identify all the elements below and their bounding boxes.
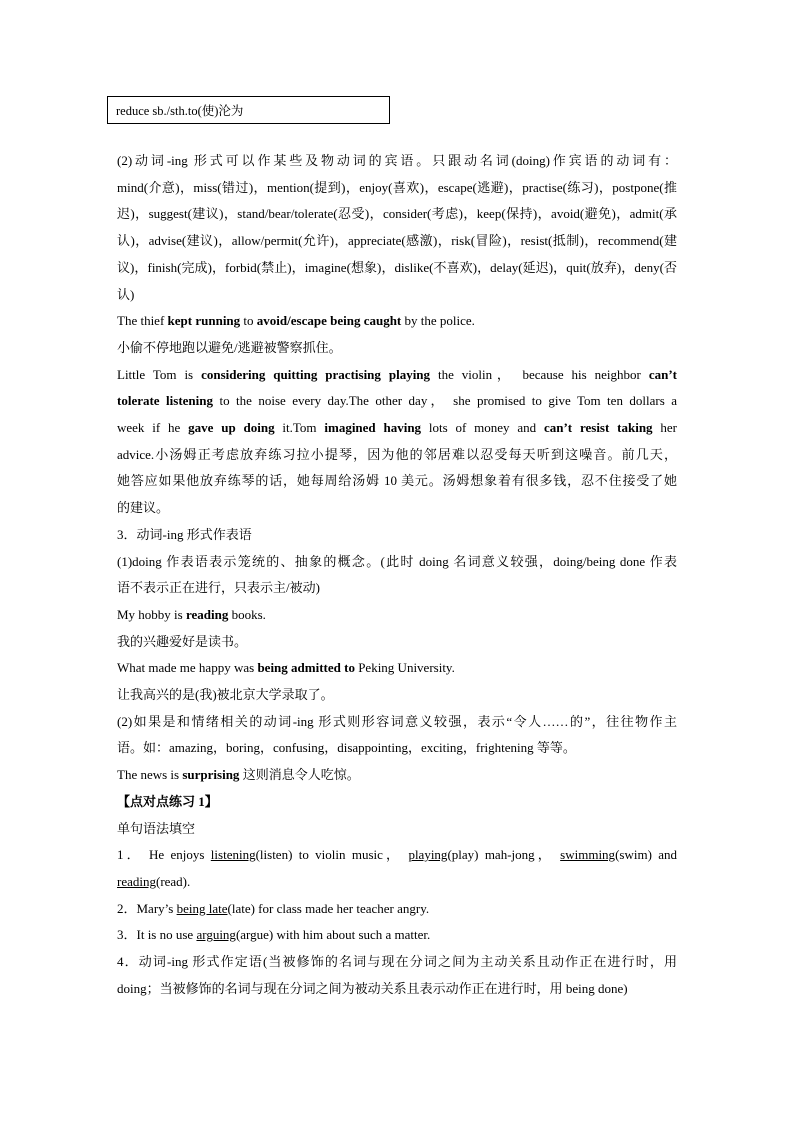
text-segment: her: [652, 420, 677, 436]
text-segment: 我的兴趣爱好是读书。: [117, 633, 248, 649]
text-segment: (swim) and: [615, 847, 677, 863]
text-line: [117, 362, 677, 389]
bold-text: reading: [185, 606, 229, 622]
bold-text: considering quitting practising playing: [201, 366, 431, 382]
boxed-note: [107, 96, 390, 124]
text-segment: The thief: [117, 313, 168, 329]
text-line: [117, 949, 677, 976]
bold-text: imagined having: [324, 420, 422, 436]
bold-text: surprising: [182, 767, 240, 783]
bold-text: tolerate listening: [117, 393, 213, 409]
bold-text: being admitted to: [257, 660, 355, 676]
text-segment: by the police.: [401, 313, 475, 329]
text-segment: doing；当被修饰的名词与现在分词之间为被动关系且表示动作正在进行时，用 being done): [117, 980, 628, 996]
text-line: [117, 682, 677, 709]
text-segment: 语不表示正在进行，只表示主/被动): [117, 580, 320, 596]
text-line: [117, 762, 677, 789]
answer-text: arguing: [196, 927, 236, 943]
text-line: [117, 602, 677, 629]
text-segment: 认)，advise(建议)，allow/permit(允许)，appreciate(感激)，risk(冒险)，resist(抵制)，recommend(建: [117, 233, 677, 249]
text-line: [117, 308, 677, 335]
text-line: [117, 228, 677, 255]
text-line: [117, 522, 677, 549]
text-segment: (1)doing 作表语表示笼统的、抽象的概念。(此时 doing 名词意义较强，doing/being done 作表: [117, 553, 677, 569]
text-segment: Peking University.: [354, 660, 455, 676]
bold-text: kept running: [167, 313, 241, 329]
text-segment: (2)动词-ing 形式可以作某些及物动词的宾语。只跟动名词(doing)作宾语的动词有：: [117, 153, 677, 168]
text-line: [117, 282, 677, 309]
text-line: [117, 148, 677, 175]
text-segment: 小偷不停地跑以避免/逃避被警察抓住。: [117, 339, 342, 355]
text-segment: mind(介意)，miss(错过)，mention(提到)，enjoy(喜欢)，escape(逃避)，practise(练习)，postpone(推: [117, 179, 677, 195]
answer-text: swimming: [560, 847, 616, 863]
text-line: [117, 415, 677, 442]
answer-text: listening: [210, 847, 256, 863]
text-segment: 议)，finish(完成)，forbid(禁止)，imagine(想象)，dislike(不喜欢)，delay(延迟)，quit(放弃)，deny(否: [117, 259, 677, 275]
text-line: [117, 655, 677, 682]
text-segment: books.: [228, 606, 266, 622]
text-line: [117, 388, 677, 415]
text-segment: advice.小汤姆正考虑放弃练习拉小提琴，因为他的邻居难以忍受每天听到这噪音。前几天，: [117, 446, 677, 462]
bold-text: 【点对点练习 1】: [117, 793, 218, 809]
text-line: [117, 575, 677, 602]
text-segment: 让我高兴的是(我)被北京大学录取了。: [117, 687, 334, 703]
answer-text: playing: [408, 847, 448, 863]
text-line: [117, 816, 677, 843]
text-line: [117, 976, 677, 1003]
text-segment: (play) mah-jong，: [447, 847, 561, 863]
text-segment: My hobby is: [117, 606, 186, 622]
boxed-note-text: reduce sb./sth.to(使)沦为: [116, 104, 244, 118]
text-line: [117, 468, 677, 495]
text-segment: 她答应如果他放弃练琴的话，她每周给汤姆 10 美元。汤姆想象着有很多钱，忍不住接受了她: [117, 473, 677, 489]
text-segment: lots of money and: [421, 420, 544, 436]
text-segment: Little Tom is: [117, 366, 202, 382]
text-segment: (late) for class made her teacher angry.: [227, 900, 430, 916]
document-body: [117, 148, 677, 1003]
text-line: [117, 495, 677, 522]
text-segment: 认): [117, 286, 135, 302]
text-segment: What made me happy was: [117, 660, 258, 676]
text-segment: to: [240, 313, 257, 329]
text-segment: 4．动词-ing 形式作定语(当被修饰的名词与现在分词之间为主动关系且动作正在进行时，用: [117, 954, 677, 970]
text-line: [117, 842, 677, 869]
text-segment: (2)如果是和情绪相关的动词-ing 形式则形容词意义较强，表示“令人……的”，往往物作主: [117, 713, 677, 729]
text-line: [117, 789, 677, 816]
text-segment: the violin， because his neighbor: [430, 366, 649, 382]
text-segment: 3．It is no use: [117, 927, 197, 943]
text-line: [117, 869, 677, 896]
text-segment: it.Tom: [274, 420, 325, 436]
text-segment: 语。如：amazing，boring，confusing，disappointing，exciting，frightening 等等。: [117, 740, 576, 756]
bold-text: can’t: [648, 366, 677, 382]
text-line: [117, 735, 677, 762]
text-line: [117, 709, 677, 736]
text-segment: (listen) to violin music，: [255, 847, 409, 863]
text-segment: (read).: [155, 873, 191, 889]
text-segment: 2．Mary’s: [117, 900, 177, 916]
text-segment: to the noise every day.The other day， she promised to give Tom ten dollars a: [213, 393, 677, 409]
text-line: [117, 335, 677, 362]
text-line: [117, 442, 677, 469]
text-line: [117, 922, 677, 949]
text-line: [117, 175, 677, 202]
text-segment: 3．动词-ing 形式作表语: [117, 526, 252, 542]
text-segment: (argue) with him about such a matter.: [235, 927, 431, 943]
text-line: [117, 255, 677, 282]
bold-text: avoid/escape being caught: [256, 313, 402, 329]
answer-text: being late: [176, 900, 228, 916]
text-line: [117, 896, 677, 923]
text-segment: 的建议。: [117, 500, 170, 516]
text-segment: 迟)，suggest(建议)，stand/bear/tolerate(忍受)，consider(考虑)，keep(保持)，avoid(避免)，admit(承: [117, 206, 677, 222]
text-segment: 1． He enjoys: [117, 847, 211, 863]
text-line: [117, 549, 677, 576]
text-line: [117, 201, 677, 228]
bold-text: gave up doing: [188, 420, 275, 436]
bold-text: can’t resist taking: [543, 420, 653, 436]
text-segment: 这则消息令人吃惊。: [239, 767, 360, 783]
text-segment: 单句语法填空: [117, 820, 196, 836]
text-line: [117, 629, 677, 656]
text-segment: week if he: [117, 420, 189, 436]
text-segment: The news is: [117, 767, 183, 783]
answer-text: reading: [117, 873, 156, 889]
